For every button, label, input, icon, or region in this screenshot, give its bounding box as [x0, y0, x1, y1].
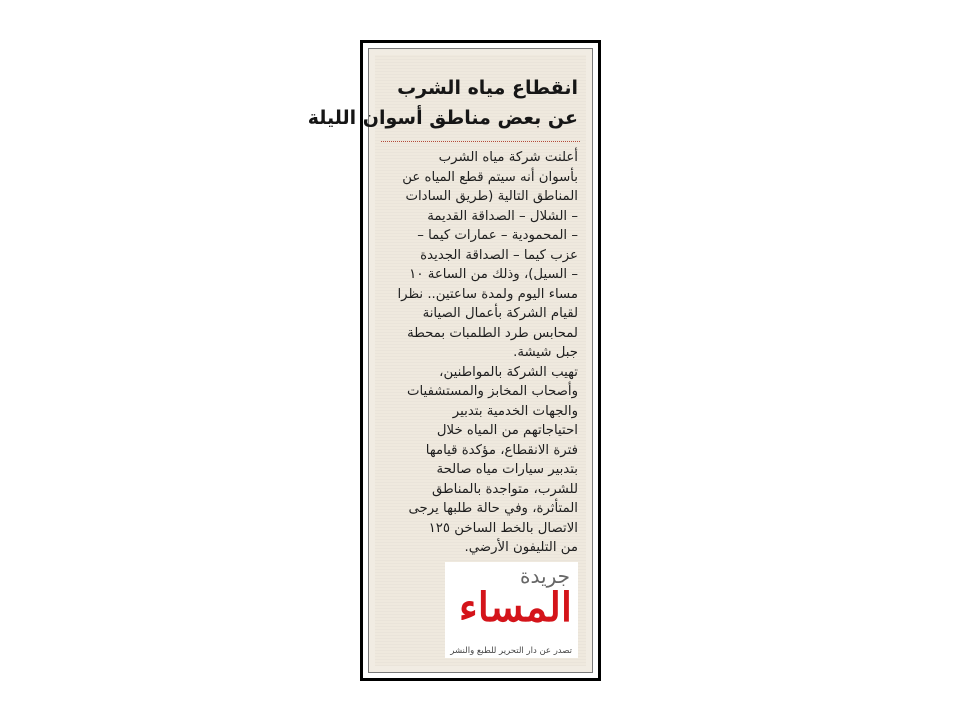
logo-prefix: جريدة: [520, 564, 570, 588]
body-line: من التليفون الأرضي.: [464, 540, 578, 555]
body-line: لقيام الشركة بأعمال الصيانة: [422, 306, 578, 321]
body-line: أعلنت شركة مياه الشرب: [438, 150, 578, 165]
logo-title: المساء: [458, 584, 572, 631]
body-line: احتياجاتهم من المياه خلال: [436, 423, 578, 438]
body-line: بأسوان أنه سيتم قطع المياه عن: [402, 169, 578, 185]
article-headline: [307, 55, 586, 133]
body-line: والجهات الخدمية بتدبير: [452, 403, 578, 419]
body-line: جبل شيشة.: [513, 345, 578, 360]
body-line: فترة الانقطاع، مؤكدة قيامها: [425, 442, 578, 458]
body-line: الاتصال بالخط الساخن ١٢٥: [428, 520, 578, 536]
body-line: المناطق التالية (طريق السادات: [405, 189, 578, 204]
article-body: [375, 148, 586, 558]
body-line: وأصحاب المخابز والمستشفيات: [406, 384, 578, 399]
body-line: عزب كيما – الصداقة الجديدة: [420, 247, 578, 263]
newspaper-clipping: [307, 55, 586, 666]
body-line: تهيب الشركة بالمواطنين،: [439, 364, 578, 380]
headline-divider: [381, 141, 580, 142]
body-line: بتدبير سيارات مياه صالحة: [436, 462, 578, 477]
clipping-frame: [307, 40, 601, 681]
headline-line-1: انقطاع مياه الشرب: [397, 77, 578, 99]
body-line: – السيل)، وذلك من الساعة ١٠: [409, 267, 578, 282]
body-line: – المحمودية – عمارات كيما –: [417, 228, 578, 243]
body-line: مساء اليوم ولمدة ساعتين.. نظرا: [397, 286, 578, 302]
clipping-border: [307, 48, 593, 673]
body-line: للشرب، متواجدة بالمناطق: [431, 481, 578, 497]
newspaper-logo: [445, 562, 578, 658]
body-line: – الشلال – الصداقة القديمة: [427, 208, 578, 224]
headline-line-2: عن بعض مناطق أسوان الليلة: [307, 107, 578, 129]
body-line: لمحابس طرد الطلمبات بمحطة: [407, 325, 578, 341]
body-line: المتأثرة، وفي حالة طلبها يرجى: [408, 501, 578, 516]
logo-tagline: تصدر عن دار التحرير للطبع والنشر: [450, 646, 572, 656]
